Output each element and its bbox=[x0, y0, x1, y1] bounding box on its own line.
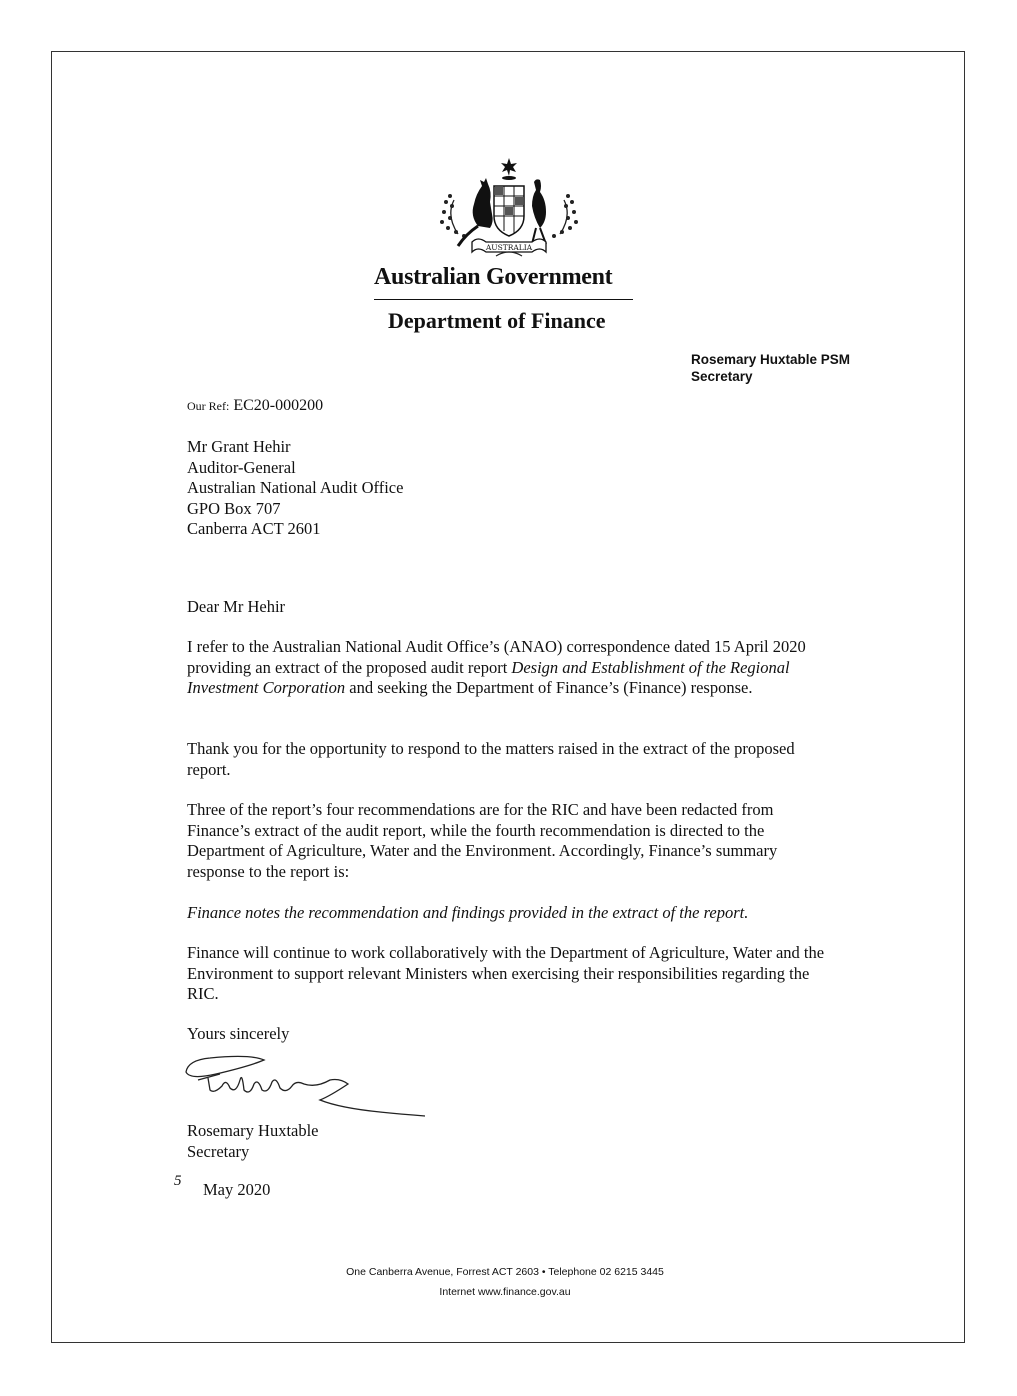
paragraph-2 bbox=[187, 739, 837, 780]
paragraph-1 bbox=[187, 637, 837, 699]
crest-scroll-text: AUSTRALIA bbox=[485, 243, 533, 252]
reference-label: Our Ref: bbox=[187, 399, 230, 413]
address-line: Australian National Audit Office bbox=[187, 478, 404, 497]
government-name: Australian Government bbox=[374, 264, 613, 290]
coat-of-arms-icon bbox=[436, 156, 582, 260]
signature-icon bbox=[180, 1050, 430, 1125]
signoff-name: Rosemary Huxtable bbox=[187, 1121, 319, 1140]
address-line: Mr Grant Hehir bbox=[187, 437, 291, 456]
paragraph-1-text: I refer to the Australian National Audit Office’s (ANAO) correspondence dated 15 April 2020 providing an extract of the proposed audit report bbox=[187, 637, 806, 677]
sender-name: Rosemary Huxtable PSM bbox=[691, 352, 851, 367]
salutation: Dear Mr Hehir bbox=[187, 597, 286, 616]
sender-title: Secretary bbox=[691, 369, 753, 384]
reference-value: EC20-000200 bbox=[233, 397, 324, 414]
paragraph-5-text: Finance will continue to work collaboratively with the Department of Agriculture, Water and the Environment to support relevant Ministers when exercising their responsibilities regarding the RIC. bbox=[187, 943, 825, 1003]
letterhead-divider bbox=[374, 299, 633, 300]
paragraph-5 bbox=[187, 943, 837, 1005]
paragraph-3-text: Three of the report’s four recommendations are for the RIC and have been redacted from Finance’s extract of the audit report, while the fourth recommendation is directed to the Department of Agriculture, Water and the Environment. Accordingly, Finance’s summary response to the report is: bbox=[187, 800, 778, 881]
address-line: GPO Box 707 bbox=[187, 498, 281, 518]
letter-date: May 2020 bbox=[203, 1180, 271, 1199]
closing: Yours sincerely bbox=[187, 1024, 290, 1043]
paragraph-3 bbox=[187, 800, 837, 882]
department-name: Department of Finance bbox=[388, 308, 606, 333]
recipient-address bbox=[187, 437, 403, 540]
address-line: Auditor-General bbox=[187, 457, 296, 477]
report-title: Design and Establishment of the Regional Investment Corporation bbox=[187, 657, 790, 697]
paragraph-2-text: Thank you for the opportunity to respond to the matters raised in the extract of the proposed report. bbox=[187, 739, 795, 779]
address-line: Canberra ACT 2601 bbox=[187, 519, 321, 538]
signoff-block bbox=[187, 1120, 319, 1162]
handwritten-day: 5 bbox=[174, 1173, 182, 1189]
sender-block bbox=[691, 351, 850, 385]
our-reference bbox=[187, 397, 323, 415]
footer bbox=[250, 1262, 760, 1302]
signoff-title: Secretary bbox=[187, 1142, 250, 1161]
footer-address: One Canberra Avenue, Forrest ACT 2603 • Telephone 02 6215 3445 bbox=[346, 1266, 664, 1278]
paragraph-4-text: Finance notes the recommendation and findings provided in the extract of the report. bbox=[187, 903, 749, 922]
footer-website: Internet www.finance.gov.au bbox=[439, 1286, 571, 1298]
paragraph-1-text-end: and seeking the Department of Finance’s (Finance) response. bbox=[345, 678, 753, 697]
paragraph-4 bbox=[187, 903, 837, 924]
